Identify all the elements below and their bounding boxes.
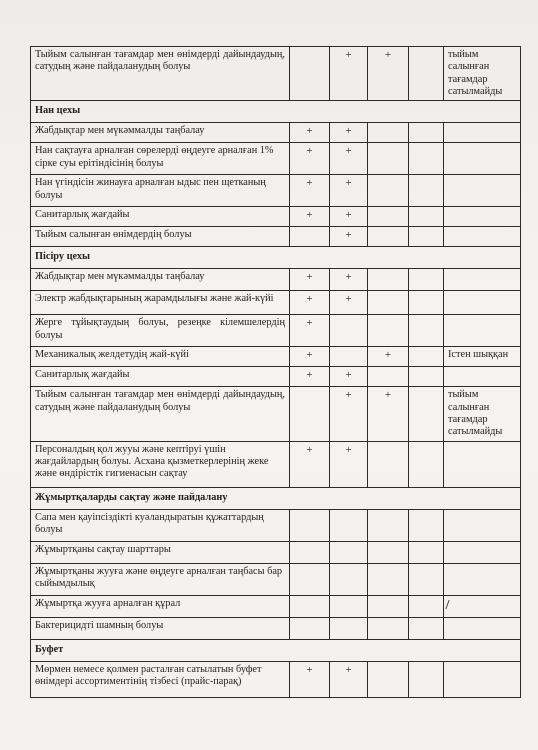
checklist-row: [31, 315, 521, 347]
requirement-text: Санитарлық жағдайы: [31, 207, 290, 227]
requirement-text: Нан үгіндісін жинауға арналған ыдыс пен щетканың болуы: [31, 175, 290, 207]
check-mark-cell: [290, 595, 330, 617]
check-mark-cell: +: [290, 291, 330, 315]
remark-cell: Істен шыққан: [444, 347, 521, 367]
requirement-text: Бактерицидті шамның болуы: [31, 617, 290, 639]
check-mark-cell: +: [368, 347, 409, 367]
requirement-text: Механикалық желдетудің жай-күйі: [31, 347, 290, 367]
remark-cell: [444, 367, 521, 387]
requirement-text: Жұмыртқа жууға арналған құрал: [31, 595, 290, 617]
section-header-row: [31, 639, 521, 661]
check-mark-cell: +: [290, 143, 330, 175]
remark-cell: [444, 563, 521, 595]
check-mark-cell: [368, 441, 409, 487]
checklist-row: [31, 347, 521, 367]
check-mark-cell: +: [290, 315, 330, 347]
check-mark-cell: +: [290, 123, 330, 143]
check-mark-cell: [368, 227, 409, 247]
requirement-text: Персоналдың қол жууы және кептіруі үшін жағдайлардың болуы. Асхана қызметкерлерінің жеке және өндірістік гигиенасын сақтау: [31, 441, 290, 487]
checklist-row: [31, 207, 521, 227]
check-mark-cell: [368, 661, 409, 697]
requirement-text: Нан сақтауға арналған сөрелерді өңдеуге арналған 1% сірке суы ерітіндісінің болуы: [31, 143, 290, 175]
check-mark-cell: [290, 541, 330, 563]
check-mark-cell: [290, 47, 330, 101]
remark-cell: [444, 315, 521, 347]
check-mark-cell: [330, 315, 368, 347]
remark-cell: тыйым салынған тағамдар сатылмайды: [444, 387, 521, 441]
section-title: Жұмыртқаларды сақтау және пайдалану: [31, 487, 521, 509]
check-mark-cell: [330, 563, 368, 595]
check-mark-cell: [368, 509, 409, 541]
check-mark-cell: [409, 347, 444, 367]
remark-cell: [444, 617, 521, 639]
requirement-text: Жұмыртқаны жууға және өңдеуге арналған таңбасы бар сыйымдылық: [31, 563, 290, 595]
check-mark-cell: [290, 563, 330, 595]
check-mark-cell: [409, 595, 444, 617]
check-mark-cell: [330, 347, 368, 367]
requirement-text: Жұмыртқаны сақтау шарттары: [31, 541, 290, 563]
checklist-body: [31, 47, 521, 698]
check-mark-cell: [409, 207, 444, 227]
check-mark-cell: [290, 227, 330, 247]
requirement-text: Жерге тұйықтаудың болуы, резеңке кілемшелердің болуы: [31, 315, 290, 347]
check-mark-cell: [409, 269, 444, 291]
check-mark-cell: +: [330, 387, 368, 441]
remark-cell: [444, 509, 521, 541]
check-mark-cell: +: [368, 387, 409, 441]
check-mark-cell: +: [330, 207, 368, 227]
check-mark-cell: [409, 367, 444, 387]
requirement-text: Тыйым салынған тағамдар мен өнімдерді дайындаудың, сатудың және пайдаланудың болуы: [31, 387, 290, 441]
check-mark-cell: [409, 175, 444, 207]
checklist-row: [31, 441, 521, 487]
checklist-row: [31, 269, 521, 291]
check-mark-cell: +: [330, 47, 368, 101]
section-header-row: [31, 247, 521, 269]
check-mark-cell: +: [330, 291, 368, 315]
checklist-row: [31, 227, 521, 247]
check-mark-cell: [368, 207, 409, 227]
requirement-text: Мөрмен немесе қолмен расталған сатылатын буфет өнімдері ассортиментінің тізбесі (прайс-парақ): [31, 661, 290, 697]
check-mark-cell: [409, 227, 444, 247]
remark-cell: [444, 123, 521, 143]
check-mark-cell: [409, 143, 444, 175]
check-mark-cell: [409, 47, 444, 101]
check-mark-cell: [409, 509, 444, 541]
check-mark-cell: [290, 387, 330, 441]
requirement-text: Жабдықтар мен мүкәммалды таңбалау: [31, 123, 290, 143]
check-mark-cell: [409, 387, 444, 441]
section-title: Нан цехы: [31, 101, 521, 123]
requirement-text: Тыйым салынған өнімдердің болуы: [31, 227, 290, 247]
section-header-row: [31, 101, 521, 123]
check-mark-cell: +: [330, 367, 368, 387]
remark-cell: [444, 175, 521, 207]
remark-cell: [444, 227, 521, 247]
check-mark-cell: +: [330, 441, 368, 487]
check-mark-cell: +: [290, 269, 330, 291]
check-mark-cell: [368, 541, 409, 563]
remark-cell: [444, 291, 521, 315]
check-mark-cell: +: [290, 207, 330, 227]
remark-cell: тыйым салынған тағамдар сатылмайды: [444, 47, 521, 101]
remark-cell: [444, 269, 521, 291]
check-mark-cell: +: [290, 441, 330, 487]
check-mark-cell: [409, 617, 444, 639]
check-mark-cell: [368, 563, 409, 595]
check-mark-cell: [368, 123, 409, 143]
requirement-text: Жабдықтар мен мүкәммалды таңбалау: [31, 269, 290, 291]
checklist-row: [31, 367, 521, 387]
check-mark-cell: [409, 541, 444, 563]
section-title: Буфет: [31, 639, 521, 661]
check-mark-cell: +: [330, 661, 368, 697]
check-mark-cell: [368, 367, 409, 387]
check-mark-cell: +: [330, 175, 368, 207]
check-mark-cell: [330, 541, 368, 563]
check-mark-cell: [290, 617, 330, 639]
check-mark-cell: +: [330, 123, 368, 143]
check-mark-cell: [290, 509, 330, 541]
checklist-row: [31, 617, 521, 639]
requirement-text: Сапа мен қауіпсіздікті куәландыратын құжаттардың болуы: [31, 509, 290, 541]
section-title: Пісіру цехы: [31, 247, 521, 269]
remark-cell: [444, 661, 521, 697]
checklist-row: [31, 143, 521, 175]
check-mark-cell: [368, 595, 409, 617]
section-header-row: [31, 487, 521, 509]
remark-cell: [444, 441, 521, 487]
check-mark-cell: [330, 595, 368, 617]
check-mark-cell: [409, 563, 444, 595]
check-mark-cell: [368, 269, 409, 291]
checklist-row: [31, 509, 521, 541]
check-mark-cell: [409, 123, 444, 143]
check-mark-cell: [330, 617, 368, 639]
check-mark-cell: [368, 617, 409, 639]
checklist-row: [31, 541, 521, 563]
check-mark-cell: [368, 143, 409, 175]
check-mark-cell: +: [290, 661, 330, 697]
check-mark-cell: +: [330, 269, 368, 291]
requirement-text: Тыйым салынған тағамдар мен өнімдерді дайындаудың, сатудың және пайдаланудың болуы: [31, 47, 290, 101]
remark-cell: [444, 207, 521, 227]
remark-cell: [444, 143, 521, 175]
checklist-row: [31, 291, 521, 315]
checklist-row: [31, 661, 521, 697]
check-mark-cell: [409, 441, 444, 487]
check-mark-cell: +: [330, 143, 368, 175]
check-mark-cell: +: [290, 347, 330, 367]
checklist-row: [31, 387, 521, 441]
check-mark-cell: [409, 315, 444, 347]
check-mark-cell: +: [290, 175, 330, 207]
requirement-text: Санитарлық жағдайы: [31, 367, 290, 387]
check-mark-cell: +: [368, 47, 409, 101]
check-mark-cell: [409, 291, 444, 315]
checklist-row: [31, 175, 521, 207]
checklist-row: [31, 47, 521, 101]
check-mark-cell: [368, 175, 409, 207]
check-mark-cell: [330, 509, 368, 541]
remark-cell: [444, 541, 521, 563]
check-mark-cell: [368, 291, 409, 315]
checklist-row: [31, 563, 521, 595]
requirement-text: Электр жабдықтарының жарамдылығы және жай-күйі: [31, 291, 290, 315]
remark-cell: [444, 595, 521, 617]
checklist-row: [31, 123, 521, 143]
check-mark-cell: [368, 315, 409, 347]
check-mark-cell: +: [330, 227, 368, 247]
check-mark-cell: [409, 661, 444, 697]
check-mark-cell: +: [290, 367, 330, 387]
